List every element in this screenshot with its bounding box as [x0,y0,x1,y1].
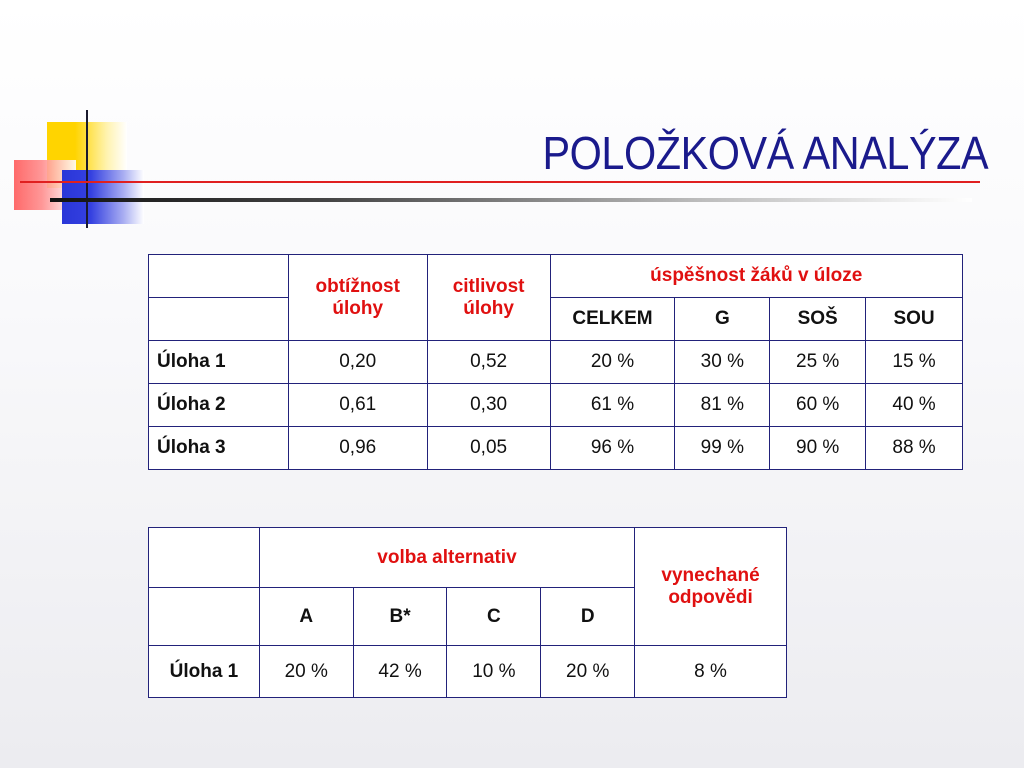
cell-b: 42 % [353,646,447,698]
empty-corner-cell [149,298,289,341]
empty-corner-cell [149,255,289,298]
cell-sou: 15 % [866,341,963,384]
red-underline-decoration [20,181,980,183]
header-skipped: vynechané odpovědi [635,528,787,646]
cell-g: 99 % [675,427,770,470]
cell-sou: 40 % [866,384,963,427]
cell-celkem: 96 % [550,427,675,470]
subheader-sou: SOU [866,298,963,341]
page-title: POLOŽKOVÁ ANALÝZA [542,127,988,179]
blue-square-decoration [62,170,144,224]
cell-sensitivity: 0,05 [427,427,550,470]
table-subheader-row [149,298,963,341]
header-difficulty: obtížnost úlohy [288,255,427,341]
table-row [149,646,787,698]
dark-underline-decoration [50,198,972,202]
table-row [149,427,963,470]
table-header-row [149,528,787,588]
cell-sos: 90 % [770,427,866,470]
subheader-sos: SOŠ [770,298,866,341]
subheader-c: C [447,588,541,646]
vertical-line-decoration [86,110,88,228]
empty-corner-cell [149,588,260,646]
cell-d: 20 % [541,646,635,698]
alternatives-table [148,527,787,698]
item-analysis-table [148,254,963,470]
cell-difficulty: 0,96 [288,427,427,470]
cell-celkem: 20 % [550,341,675,384]
cell-a: 20 % [259,646,353,698]
cell-sensitivity: 0,52 [427,341,550,384]
cell-sos: 25 % [770,341,866,384]
subheader-g: G [675,298,770,341]
cell-difficulty: 0,61 [288,384,427,427]
table-row [149,384,963,427]
cell-celkem: 61 % [550,384,675,427]
subheader-celkem: CELKEM [550,298,675,341]
header-sensitivity: citlivost úlohy [427,255,550,341]
cell-sou: 88 % [866,427,963,470]
cell-g: 30 % [675,341,770,384]
subheader-a: A [259,588,353,646]
cell-g: 81 % [675,384,770,427]
empty-corner-cell [149,528,260,588]
cell-skipped: 8 % [635,646,787,698]
cell-sensitivity: 0,30 [427,384,550,427]
header-alternatives: volba alternativ [259,528,634,588]
cell-difficulty: 0,20 [288,341,427,384]
decorative-squares [0,0,160,240]
cell-sos: 60 % [770,384,866,427]
row-label: Úloha 1 [149,646,260,698]
subheader-b: B* [353,588,447,646]
table-row [149,341,963,384]
subheader-d: D [541,588,635,646]
header-success: úspěšnost žáků v úloze [550,255,962,298]
table-header-row [149,255,963,298]
row-label: Úloha 1 [149,341,289,384]
row-label: Úloha 3 [149,427,289,470]
cell-c: 10 % [447,646,541,698]
row-label: Úloha 2 [149,384,289,427]
